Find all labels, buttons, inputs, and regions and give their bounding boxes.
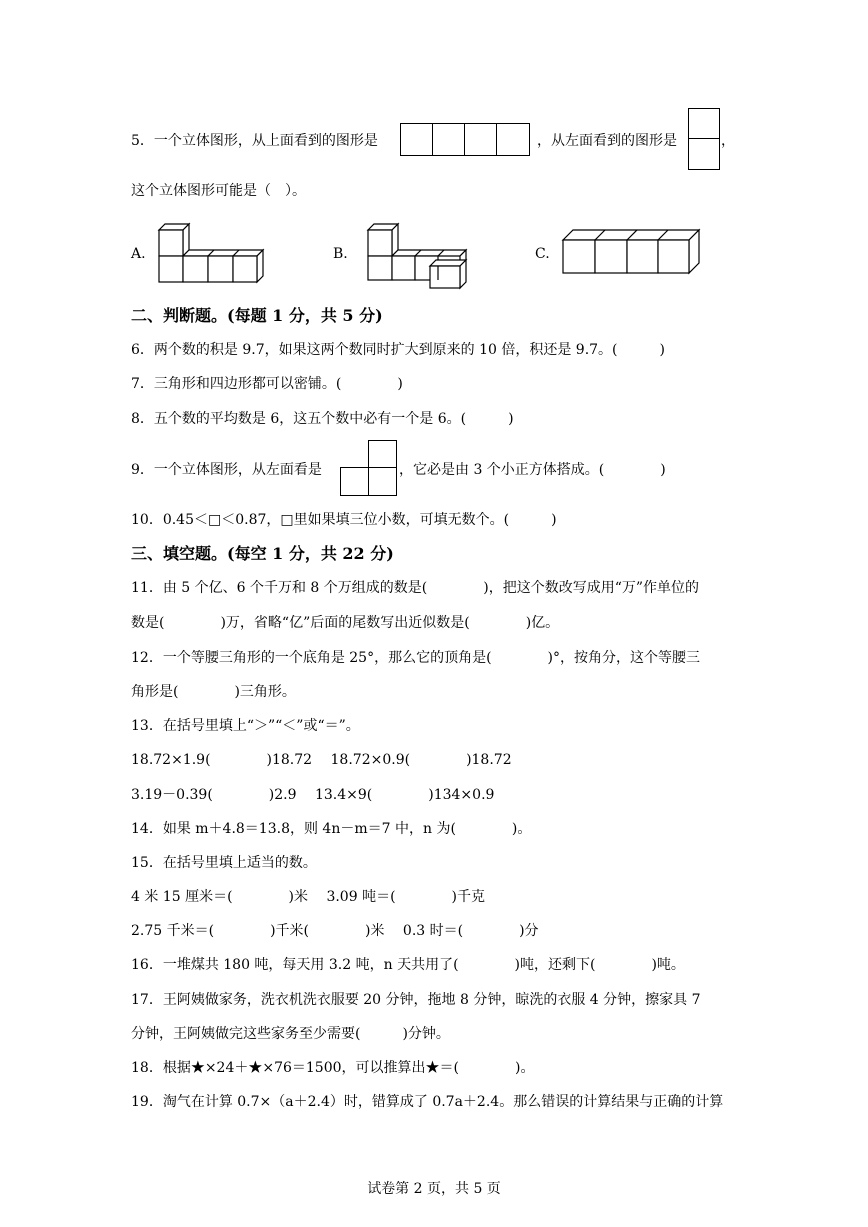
q15-row1: 4 米 15 厘米＝( )米 3.09 吨＝( )千克 — [131, 889, 485, 905]
q5-line2: 这个立体图形可能是（ ）。 — [131, 183, 306, 199]
section3-title: 三、填空题。(每空 1 分，共 22 分) — [131, 544, 394, 563]
question-9-part2: ，它必是由 3 个小正方体搭成。( ) — [399, 462, 666, 478]
q13-title: 13．在括号里填上“＞”“＜”或“＝”。 — [131, 718, 360, 734]
question-6: 6．两个数的积是 9.7，如果这两个数同时扩大到原来的 10 倍，积还是 9.7。( ) — [131, 342, 665, 358]
option-c-cubes-figure — [561, 228, 701, 276]
q12-line2: 角形是( )三角形。 — [131, 684, 296, 700]
option-c-label: C. — [535, 246, 550, 262]
question-16: 16．一堆煤共 180 吨，每天用 3.2 吨，n 天共用了( )吨，还剩下( )吨。 — [131, 957, 685, 973]
q11-line2: 数是( )万，省略“亿”后面的尾数写出近似数是( )亿。 — [131, 615, 560, 631]
option-b-label: B. — [333, 246, 348, 262]
option-b-cubes-figure — [366, 220, 472, 290]
q5-text-part2: ，从左面看到的图形是 — [537, 133, 677, 149]
q15-row2: 2.75 千米＝( )千米( )米 0.3 时＝( )分 — [131, 923, 539, 939]
q13-row2: 3.19－0.39( )2.9 13.4×9( )134×0.9 — [131, 787, 495, 803]
question-9-part1: 9．一个立体图形，从左面看是 — [131, 462, 322, 478]
page-footer: 试卷第 2 页，共 5 页 — [367, 1181, 501, 1197]
q11-line1: 11．由 5 个亿、6 个千万和 8 个万组成的数是( )，把这个数改写成用“万”作单位的 — [131, 580, 700, 596]
option-a-label: A. — [131, 246, 146, 262]
q15-title: 15．在括号里填上适当的数。 — [131, 855, 317, 871]
question-14: 14．如果 m＋4.8＝13.8，则 4n－m＝7 中，n 为( )。 — [131, 821, 532, 837]
question-18: 18．根据★×24＋★×76＝1500，可以推算出★＝( )。 — [131, 1060, 535, 1076]
question-10: 10．0.45＜□＜0.87，□里如果填三位小数，可填无数个。( ) — [131, 512, 557, 528]
section2-title: 二、判断题。(每题 1 分，共 5 分) — [131, 306, 383, 325]
q5-text-part1: 5．一个立体图形，从上面看到的图形是 — [131, 133, 378, 149]
q17-line1: 17．王阿姨做家务，洗衣机洗衣服要 20 分钟，拖地 8 分钟，晾洗的衣服 4 分钟，擦家具 7 — [131, 992, 701, 1008]
q9-left-view-figure — [340, 440, 398, 496]
question-8: 8．五个数的平均数是 6，这五个数中必有一个是 6。( ) — [131, 411, 514, 427]
q5-left-view-figure — [688, 108, 720, 170]
q5-top-view-figure — [400, 123, 532, 156]
q19-line1: 19．淘气在计算 0.7×（a＋2.4）时，错算成了 0.7a＋2.4。那么错误的计算结果与正确的计算 — [131, 1094, 724, 1110]
q5-text-part3: ， — [721, 133, 735, 149]
option-a-cubes-figure — [157, 222, 269, 284]
q17-line2: 分钟，王阿姨做完这些家务至少需要( )分钟。 — [131, 1026, 450, 1042]
question-7: 7．三角形和四边形都可以密铺。( ) — [131, 376, 403, 392]
q13-row1: 18.72×1.9( )18.72 18.72×0.9( )18.72 — [131, 752, 512, 768]
q12-line1: 12．一个等腰三角形的一个底角是 25°，那么它的顶角是( )°，按角分，这个等腰三 — [131, 650, 701, 666]
